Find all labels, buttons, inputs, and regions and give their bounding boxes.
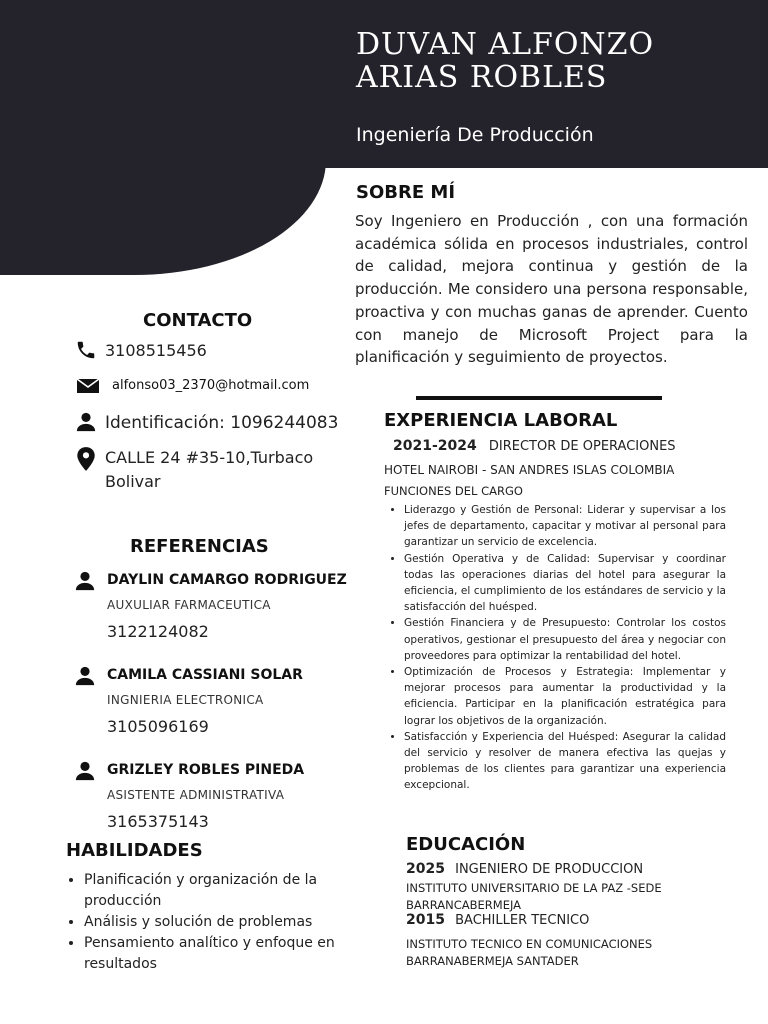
duties-list [384,502,726,794]
functions-label: FUNCIONES DEL CARGO [384,484,523,498]
skill-item: • Análisis y solución de problemas [84,912,384,933]
contact-title: CONTACTO [143,310,253,331]
phone-number: 3108515456 [105,341,207,360]
email-icon [76,376,100,396]
user-icon [74,665,96,687]
location-pin-icon [75,446,97,472]
contact-id [75,411,338,435]
duty-item: • Optimización de Procesos y Estrategia: Implementar y mejorar procesos para aumentar la productividad y la eficiencia. Participar en la planificación estratégica para lograr los objetivos de la organización. [404,664,726,729]
duty-item: • Gestión Operativa y de Calidad: Supervisar y coordinar todas las operaciones diarias del hotel para asegurar la eficiencia, el cumplimiento de los estándares de servicio y la satisfacción del huésped. [404,551,726,616]
references-title: REFERENCIAS [130,536,269,557]
experience-years: 2021-2024 [393,438,477,454]
reference-role: AUXULIAR FARMACEUTICA [107,598,271,612]
reference-phone: 3165375143 [107,812,209,831]
education-item-header [406,912,589,928]
reference-name: CAMILA CASSIANI SOLAR [107,667,303,683]
about-text: Soy Ingeniero en Producción , con una formación académica sólida en procesos industriales, control de calidad, mejora continua y gestión de la producción. Me considero una persona responsable, proactiva y con muchas ganas de aprender. Cuento con manejo de Microsoft Project para la planificación y seguimiento de proyectos. [355,212,748,367]
candidate-name [356,28,756,94]
education-degree: INGENIERO DE PRODUCCION [455,862,644,877]
contact-phone [75,339,207,363]
reference-role: ASISTENTE ADMINISTRATIVA [107,788,285,802]
education-degree: BACHILLER TECNICO [455,913,590,928]
duty-item: • Satisfacción y Experiencia del Huésped: Asegurar la calidad del servicio y resolver de manera efectiva las quejas y problemas de los clientes para garantizar una experiencia excepcional. [404,729,726,794]
skill-item: • Pensamiento analítico y enfoque en resultados [84,933,384,975]
address-line-2: Bolivar [105,472,161,491]
reference-phone: 3122124082 [107,622,209,641]
reference-role: INGNIERIA ELECTRONICA [107,693,264,707]
name-line-1: DUVAN ALFONZO [356,27,655,62]
experience-company: HOTEL NAIROBI - SAN ANDRES ISLAS COLOMBIA [384,463,675,477]
duty-item: • Liderazgo y Gestión de Personal: Liderar y supervisar a los jefes de departamento, capacitar y motivar al personal para garantizar un servicio de excelencia. [404,502,726,551]
education-year: 2025 [406,861,445,877]
address [105,446,313,494]
reference-name: DAYLIN CAMARGO RODRIGUEZ [107,572,347,588]
user-icon [74,570,96,592]
experience-position: DIRECTOR DE OPERACIONES [488,439,676,454]
about-title: SOBRE MÍ [356,182,456,203]
reference-name: GRIZLEY ROBLES PINEDA [107,762,305,778]
name-line-2: ARIAS ROBLES [356,60,608,95]
contact-email [76,376,309,396]
identification: Identificación: 1096244083 [105,413,339,433]
profession-title: Ingeniería De Producción [356,124,594,146]
education-title: EDUCACIÓN [406,834,526,855]
experience-header [393,438,676,454]
skills-list [66,870,384,975]
education-institution: INSTITUTO UNIVERSITARIO DE LA PAZ -SEDE BARRANCABERMEJA [406,881,662,912]
user-icon [75,411,97,433]
education-item-header [406,861,643,877]
header-curve [0,160,326,275]
user-icon [74,760,96,782]
contact-address [75,446,313,494]
duty-item: • Gestión Financiera y de Presupuesto: Controlar los costos operativos, gestionar el presupuesto del área y negociar con proveedores para optimizar la rentabilidad del hotel. [404,615,726,664]
experience-title: EXPERIENCIA LABORAL [384,410,618,431]
skill-item: • Planificación y organización de la producción [84,870,384,912]
skills-title: HABILIDADES [66,840,203,861]
education-year: 2015 [406,912,445,928]
section-divider [416,396,662,400]
email-address: alfonso03_2370@hotmail.com [112,378,310,393]
address-line-1: CALLE 24 #35-10,Turbaco [105,448,314,467]
education-institution: INSTITUTO TECNICO EN COMUNICACIONES BARRANABERMEJA SANTADER [406,937,653,968]
phone-icon [75,339,97,361]
reference-phone: 3105096169 [107,717,209,736]
